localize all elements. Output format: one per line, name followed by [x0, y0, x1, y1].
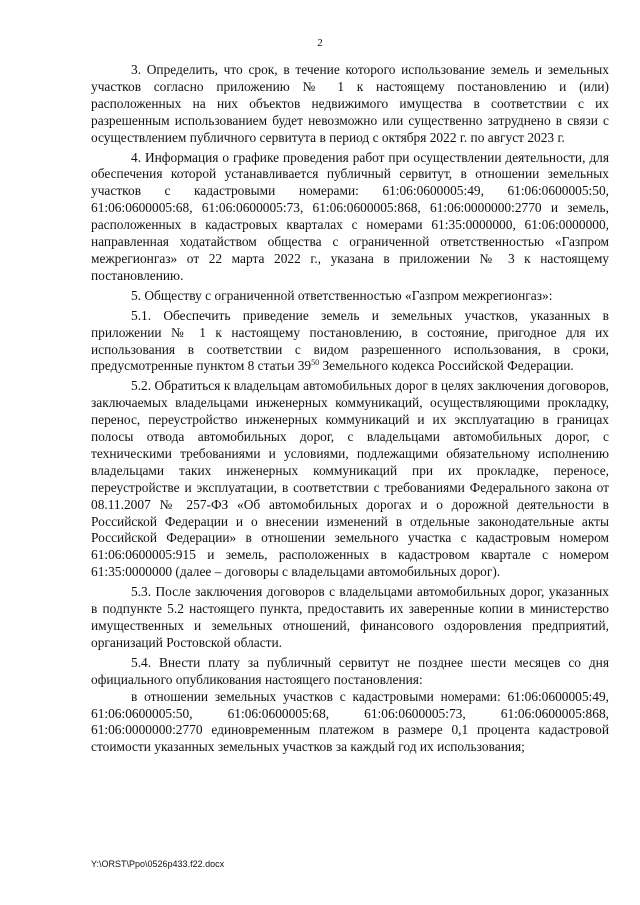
paragraph-5-1-superscript: 50	[311, 358, 320, 368]
paragraph-3: 3. Определить, что срок, в течение которого использование земель и земельных участков согласно приложению № 1 к настоящему постановлению и (или) расположенных на них объектов недвижимого имущества в соответствии с их разрешенным использованием будет невозможно или существенно затруднено в связи с осуществлением публичного сервитута в период с октября 2022 г. по август 2023 г.	[91, 62, 609, 145]
paragraph-4: 4. Информация о графике проведения работ при осуществлении деятельности, для обеспечения которой устанавливается публичный сервитут, в отношении земельных участков с кадастровыми номерами: 61:06:0600005:49, 61:06:0600005:50, 61:06:0600005:68, 61:06:0600005:73, 61:06:0600005:868, 61:06:0000000:2770 и земель, расположенных в кадастровых кварталах с номерами 61:35:0000000, 61:06:0000000, направленная ходатайством общества с ограниченной ответственностью «Газпром межрегионгаз» от 22 марта 2022 г., указана в приложении № 3 к настоящему постановлению.	[91, 149, 609, 283]
paragraph-5-3: 5.3. После заключения договоров с владельцами автомобильных дорог, указанных в подпункте 5.2 настоящего пункта, предоставить их заверенные копии в министерство имущественных и земельных отношений, финансового оздоровления предприятий, организаций Ростовской области.	[91, 584, 609, 650]
paragraph-5-1-text: 5.1. Обеспечить приведение земель и земельных участков, указанных в приложении № 1 к настоящему постановлению, в состояние, пригодное для их использования в соответствии с видом разрешенного использования, в сроки, предусмотренные пунктом 8 статьи 39	[91, 307, 609, 374]
paragraph-5-2: 5.2. Обратиться к владельцам автомобильных дорог в целях заключения договоров, заключаемых владельцами инженерных коммуникаций, осуществляющими прокладку, перенос, переустройство инженерных коммуникаций и их эксплуатацию в границах полосы отвода автомобильных дорог, с владельцами автомобильных дорог, с техническими требованиями и условиями, подлежащими обязательному исполнению владельцами таких инженерных коммуникаций при их прокладке, переносе, переустройстве и эксплуатации, в соответствии с требованиями Федерального закона от 08.11.2007 № 257-ФЗ «Об автомобильных дорогах и о дорожной деятельности в Российской Федерации и о внесении изменений в отдельные законодательные акты Российской Федерации» в отношении земельного участка с кадастровым номером 61:06:0600005:915 и земель, расположенных в кадастровом квартале с номером 61:35:0000000 (далее – договоры с владельцами автомобильных дорог).	[91, 378, 609, 580]
page-number: 2	[317, 37, 323, 49]
paragraph-5-1	[91, 308, 609, 376]
paragraph-5: 5. Обществу с ограниченной ответственностью «Газпром межрегионгаз»:	[131, 287, 553, 303]
paragraph-5-1-text-end: Земельного кодекса Российской Федерации.	[319, 358, 574, 374]
document-body	[91, 62, 609, 756]
paragraph-5-4: 5.4. Внести плату за публичный сервитут не позднее шести месяцев со дня официального опубликования настоящего постановления:	[91, 654, 609, 687]
paragraph-5-4-item: в отношении земельных участков с кадастровыми номерами: 61:06:0600005:49, 61:06:0600005:50, 61:06:0600005:68, 61:06:0600005:73, 61:06:0600005:868, 61:06:0000000:2770 единовременным платежом в размере 0,1 процента кадастровой стоимости указанных земельных участков за каждый год их использования;	[91, 688, 609, 755]
file-path-footer: Y:\ORST\Ppo\0526p433.f22.docx	[91, 859, 225, 869]
